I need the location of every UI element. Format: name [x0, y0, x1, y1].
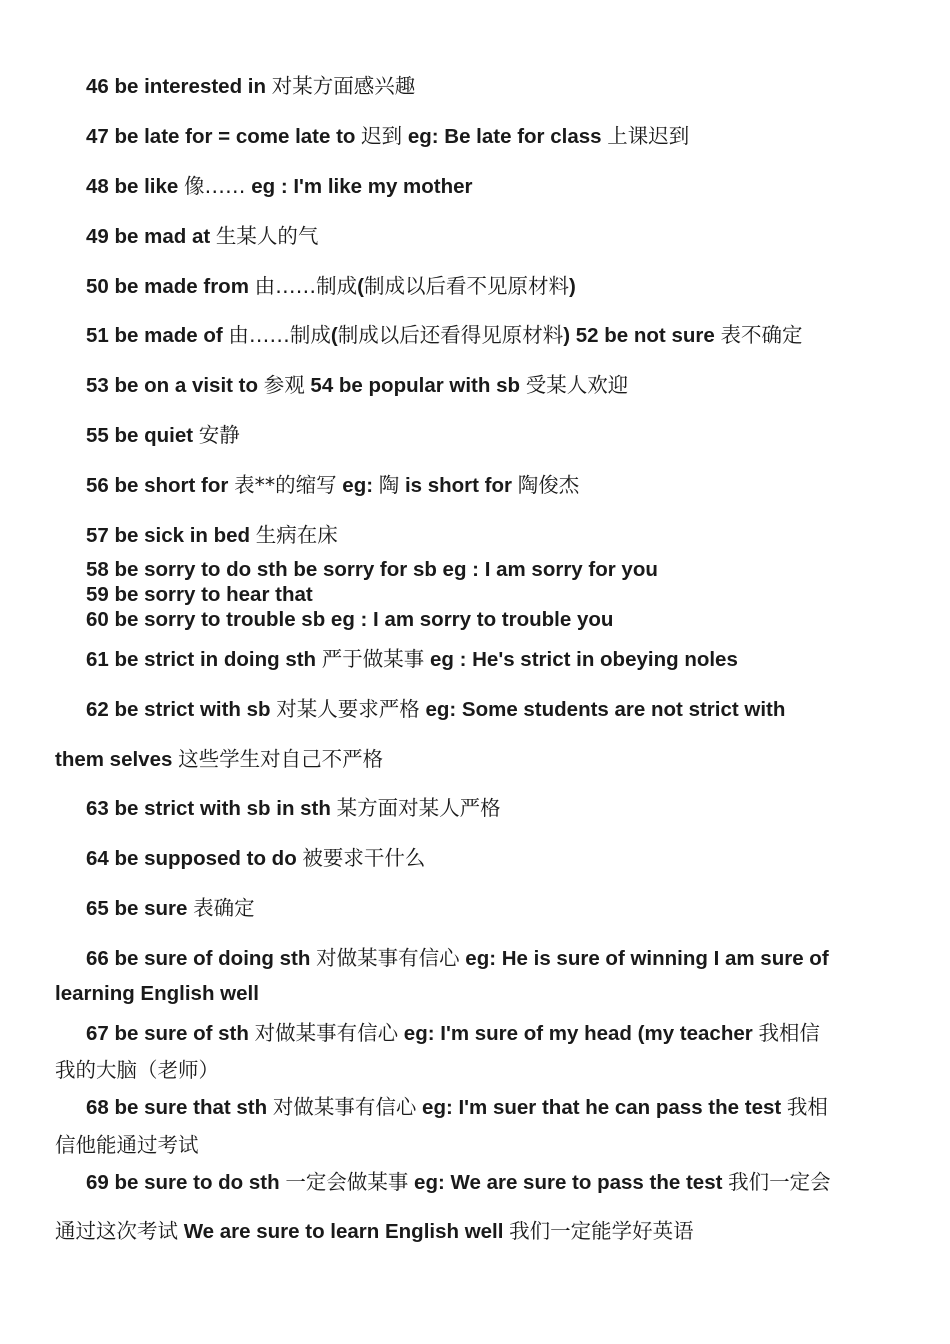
text-line-66	[86, 946, 906, 971]
phrase-en: 64 be supposed to do	[86, 847, 303, 870]
example-zh-2: 陶俊杰	[517, 473, 580, 497]
phrase-en: 53 be on a visit to	[86, 374, 264, 397]
phrase-zh: 表**的缩写	[234, 473, 337, 497]
paren-open: (	[357, 275, 364, 298]
phrase-zh: 对做某事有信心	[316, 946, 460, 970]
text-line-50	[86, 274, 906, 299]
text-line-59	[86, 583, 906, 607]
example-en: eg: Be late for class	[402, 125, 608, 148]
example-zh: 我相	[786, 1095, 828, 1119]
phrase-zh: 一定会做某事	[285, 1170, 409, 1194]
phrase-zh: 对做某事有信心	[272, 1095, 417, 1119]
phrase-zh: 表确定	[193, 896, 255, 920]
note-zh: 制成以后还看得见原材料	[337, 323, 564, 347]
text-line-65	[86, 896, 906, 921]
text-line-69	[86, 1170, 906, 1195]
phrase-en: 63 be strict with sb in sth	[86, 797, 337, 820]
text-line-47	[86, 124, 906, 149]
text-line-68-cont	[55, 1133, 905, 1158]
example-zh: 陶	[378, 473, 400, 497]
text-line-68	[86, 1095, 906, 1120]
example-en: We are sure to learn English well	[178, 1220, 510, 1243]
text-line-51-52	[86, 323, 906, 348]
text-line-60	[86, 608, 906, 632]
example-zh: 通过这次考试	[55, 1219, 178, 1243]
phrase-zh: 对某人要求严格	[276, 697, 420, 721]
text-line-53-54	[86, 373, 906, 398]
text-line-55	[86, 423, 906, 448]
phrase-en: 49 be mad at	[86, 225, 216, 248]
example-en: them selves	[55, 748, 179, 771]
phrase-en: 57 be sick in bed	[86, 524, 256, 547]
phrase-en: 67 be sure of sth	[86, 1022, 255, 1045]
paren-open: (	[330, 324, 338, 347]
example-en: eg: Some students are not strict with	[419, 698, 786, 721]
text-line-66-cont	[55, 982, 905, 1006]
phrase-en: 50 be made from	[86, 275, 255, 298]
phrase-zh: 某方面对某人严格	[336, 796, 501, 820]
example-en: eg: I'm sure of my head (my teacher	[398, 1022, 759, 1045]
phrase-en: 68 be sure that sth	[86, 1096, 273, 1119]
example-en: eg: He is sure of winning I am sure of	[459, 947, 829, 970]
phrase-zh: 由……制成	[228, 323, 331, 347]
text-line-69-cont	[55, 1219, 905, 1244]
text-line-67-cont	[55, 1058, 905, 1083]
phrase-zh-2: 受某人欢迎	[525, 373, 629, 397]
phrase-en: 51 be made of	[86, 324, 229, 347]
phrase-en: 48 be like	[86, 175, 185, 198]
phrase-en: 47 be late for = come late to	[86, 125, 362, 148]
example-zh: 我们一定会	[728, 1170, 831, 1194]
example-en: is short for	[399, 474, 518, 497]
phrase-en-2: 54 be popular with sb	[304, 374, 526, 397]
phrase-zh: 像……	[184, 174, 246, 198]
text-line-57	[86, 523, 906, 548]
text-line-64	[86, 846, 906, 871]
phrase-en: 61 be strict in doing sth	[86, 648, 322, 671]
phrase-en: 69 be sure to do sth	[86, 1171, 286, 1194]
text-line-63	[86, 796, 906, 821]
phrase-en: 56 be short for	[86, 474, 235, 497]
example-en: eg : I'm like my mother	[245, 175, 473, 198]
text-line-48	[86, 174, 906, 199]
paren-close: )	[568, 275, 576, 298]
phrase-en-2: ) 52 be not sure	[563, 324, 721, 347]
note-zh: 制成以后看不见原材料	[363, 274, 569, 298]
text-line-67	[86, 1021, 906, 1046]
phrase-zh: 由……制成	[254, 274, 358, 298]
phrase-en: 60 be sorry to trouble sb eg : I am sorry to trouble you	[86, 608, 614, 631]
phrase-zh: 对某方面感兴趣	[271, 74, 416, 98]
example-en: eg : He's strict in obeying noles	[424, 648, 738, 671]
phrase-zh: 安静	[198, 423, 240, 447]
phrase-zh: 生病在床	[255, 523, 338, 547]
phrase-en: 59 be sorry to hear that	[86, 583, 313, 606]
text-line-58	[86, 558, 906, 582]
example-zh: 我的大脑（老师）	[55, 1058, 219, 1082]
phrase-en: 58 be sorry to do sth be sorry for sb eg : I am sorry for you	[86, 558, 658, 581]
example-zh: 我相信	[758, 1021, 820, 1045]
phrase-en: 62 be strict with sb	[86, 698, 277, 721]
example-en: eg: We are sure to pass the test	[408, 1171, 729, 1194]
phrase-zh: 生某人的气	[215, 224, 319, 248]
example-zh: 上课迟到	[607, 124, 690, 148]
phrase-en: 66 be sure of doing sth	[86, 947, 317, 970]
text-line-46	[86, 74, 906, 99]
phrase-en: 65 be sure	[86, 897, 194, 920]
phrase-zh: 严于做某事	[321, 647, 425, 671]
phrase-zh: 对做某事有信心	[254, 1021, 399, 1045]
phrase-zh-2: 表不确定	[720, 323, 803, 347]
text-line-49	[86, 224, 906, 249]
example-en: learning English well	[55, 982, 259, 1005]
example-zh: 信他能通过考试	[55, 1133, 199, 1157]
example-label: eg:	[336, 474, 379, 497]
text-line-56	[86, 473, 906, 498]
text-line-62-cont	[55, 747, 905, 772]
phrase-zh: 迟到	[361, 124, 403, 148]
phrase-zh: 参观	[263, 373, 305, 397]
text-line-62	[86, 697, 906, 722]
example-zh-2: 我们一定能学好英语	[509, 1219, 694, 1243]
phrase-en: 55 be quiet	[86, 424, 199, 447]
phrase-zh: 被要求干什么	[302, 846, 426, 870]
example-en: eg: I'm suer that he can pass the test	[416, 1096, 787, 1119]
phrase-en: 46 be interested in	[86, 75, 272, 98]
text-line-61	[86, 647, 906, 672]
example-zh: 这些学生对自己不严格	[178, 747, 384, 771]
